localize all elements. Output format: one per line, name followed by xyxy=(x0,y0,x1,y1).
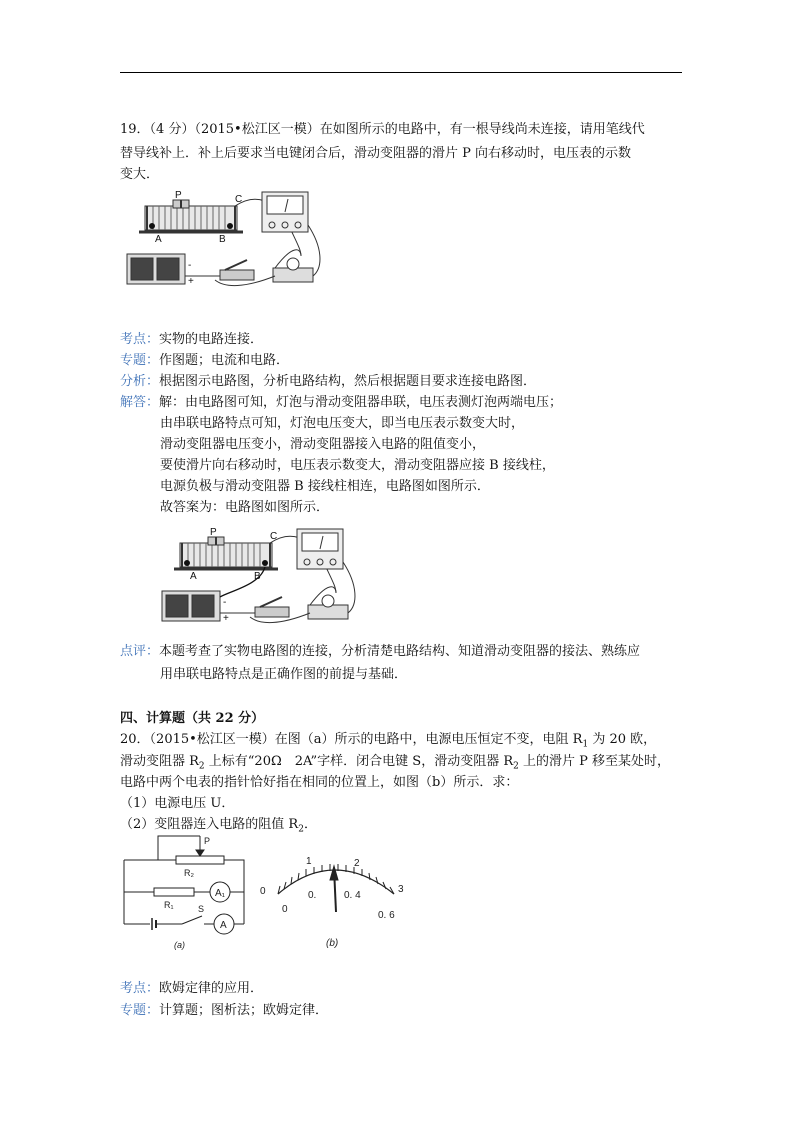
q20-b-btick-06: 0. 6 xyxy=(378,910,395,921)
q19-line-2: 替导线补上．补上后要求当电键闭合后，滑动变阻器的滑片 P 向右移动时，电压表的示数 xyxy=(120,146,632,161)
q20-line-2-part-b: 上标有“20Ω 2A”字样．闭合电键 S，滑动变阻器 R xyxy=(204,754,514,769)
q20-line-3: 电路中两个电表的指针恰好指在相同的位置上，如图（b）所示．求： xyxy=(120,775,519,790)
q20-a-label-a: A xyxy=(220,920,227,931)
fenxi-19 xyxy=(120,373,536,390)
dianping-label: 点评： xyxy=(120,644,160,659)
q19-line-3: 变大． xyxy=(120,167,160,182)
q20-b-tick-3: 3 xyxy=(398,884,404,895)
q20-line-2-sub-2: 2 xyxy=(513,761,519,772)
header-rule xyxy=(120,72,682,73)
q19-label-minus: - xyxy=(188,260,192,271)
jieda-line-4: 要使滑片向右移动时，电压表示数变大，滑动变阻器应接 B 接线柱， xyxy=(160,458,555,473)
q19-answer-circuit-figure xyxy=(160,525,360,633)
kaodian-19 xyxy=(120,331,263,348)
q20-line-1-part-a: 20．（2015•松江区一模）在图（a）所示的电路中，电源电压恒定不变，电阻 R xyxy=(120,732,583,747)
zhuanti-20-text: 计算题；图析法；欧姆定律． xyxy=(159,1003,329,1018)
fenxi-text: 根据图示电路图，分析电路结构，然后根据题目要求连接电路图． xyxy=(159,374,537,389)
jieda-line-6: 故答案为：电路图如图所示． xyxy=(160,500,330,515)
q19-label-b: B xyxy=(219,234,226,245)
jieda-line-5: 电源负极与滑动变阻器 B 接线柱相连，电路图如图所示． xyxy=(160,479,490,494)
q20-b-caption: (b) xyxy=(326,938,339,948)
q19-circuit-figure xyxy=(125,188,325,296)
q20-a-label-r2: R₂ xyxy=(184,868,194,878)
q20-a-label-p: P xyxy=(204,836,211,846)
q19-answer-label-p: P xyxy=(210,527,217,538)
q19-label-a: A xyxy=(155,234,162,245)
q19-answer-label-plus: + xyxy=(223,613,229,624)
kaodian-text: 实物的电路连接． xyxy=(159,332,264,347)
fenxi-label: 分析： xyxy=(120,374,160,389)
q20-line-2-part-c: 上的滑片 P 移至某处时， xyxy=(518,754,670,769)
jieda-label: 解答： xyxy=(120,395,160,410)
q20-b-btick-02: 0. xyxy=(308,890,317,901)
q20-item-2-part-b: ． xyxy=(303,817,317,832)
dianping-19 xyxy=(120,643,640,660)
q20-line-1-part-b: 为 20 欧， xyxy=(588,732,657,747)
jieda-line-1: 解：由电路图可知，灯泡与滑动变阻器串联，电压表测灯泡两端电压； xyxy=(159,395,563,410)
q20-line-2 xyxy=(120,753,670,776)
q20-meter-b xyxy=(256,850,412,948)
zhuanti-text: 作图题；电流和电路． xyxy=(159,353,290,368)
q20-line-1-sub: 1 xyxy=(582,739,589,750)
q20-b-tick-1: 1 xyxy=(306,856,312,867)
zhuanti-20-label: 专题： xyxy=(120,1003,160,1018)
q20-b-tick-0: 0 xyxy=(260,886,266,897)
q19-answer-label-minus: - xyxy=(223,597,227,608)
q20-a-label-s: S xyxy=(198,904,205,914)
q20-line-1 xyxy=(120,731,656,754)
q20-a-caption: (a) xyxy=(174,940,185,950)
dianping-line-2: 用串联电路特点是正确作图的前提与基础． xyxy=(160,667,408,682)
q19-label-p: P xyxy=(175,190,182,201)
q20-circuit-a xyxy=(118,832,250,952)
q20-line-2-part-a: 滑动变阻器 R xyxy=(120,754,199,769)
zhuanti-19 xyxy=(120,352,289,369)
q19-answer-label-a: A xyxy=(190,571,197,582)
q19-answer-label-c: C xyxy=(270,531,278,542)
q20-b-tick-2: 2 xyxy=(354,858,360,869)
q19-answer-label-b: B xyxy=(254,571,261,582)
q20-b-btick-0: 0 xyxy=(282,904,288,915)
q19-line-1: 19．（4 分）（2015•松江区一模）在如图所示的电路中，有一根导线尚未连接，请用笔线代 xyxy=(120,122,645,137)
q20-line-2-sub: 2 xyxy=(198,761,205,772)
jieda-line-3: 滑动变阻器电压变小，滑动变阻器接入电路的阻值变小， xyxy=(160,437,486,452)
zhuanti-20 xyxy=(120,1002,328,1019)
q20-item-1: （1）电源电压 U． xyxy=(120,796,235,811)
q20-item-2-sub: 2 xyxy=(298,824,304,835)
kaodian-20-text: 欧姆定律的应用． xyxy=(159,981,264,996)
jieda-line-2: 由串联电路特点可知，灯泡电压变大，即当电压表示数变大时， xyxy=(160,416,525,431)
q20-a-label-r1: R₁ xyxy=(164,900,174,910)
q20-b-btick-04: 0. 4 xyxy=(344,890,361,901)
dianping-line-1: 本题考查了实物电路图的连接，分析清楚电路结构、知道滑动变阻器的接法、熟练应 xyxy=(159,644,641,659)
kaodian-label: 考点： xyxy=(120,332,160,347)
q20-item-2-part-a: （2）变阻器连入电路的阻值 R xyxy=(120,817,299,832)
section-title: 四、计算题（共 22 分） xyxy=(120,711,265,726)
kaodian-20 xyxy=(120,980,263,997)
zhuanti-label: 专题： xyxy=(120,353,160,368)
kaodian-20-label: 考点： xyxy=(120,981,160,996)
q19-label-c: C xyxy=(235,194,243,205)
q20-a-label-a1: A₁ xyxy=(215,888,226,899)
q19-label-plus: + xyxy=(188,276,194,287)
jieda-19 xyxy=(120,394,562,411)
